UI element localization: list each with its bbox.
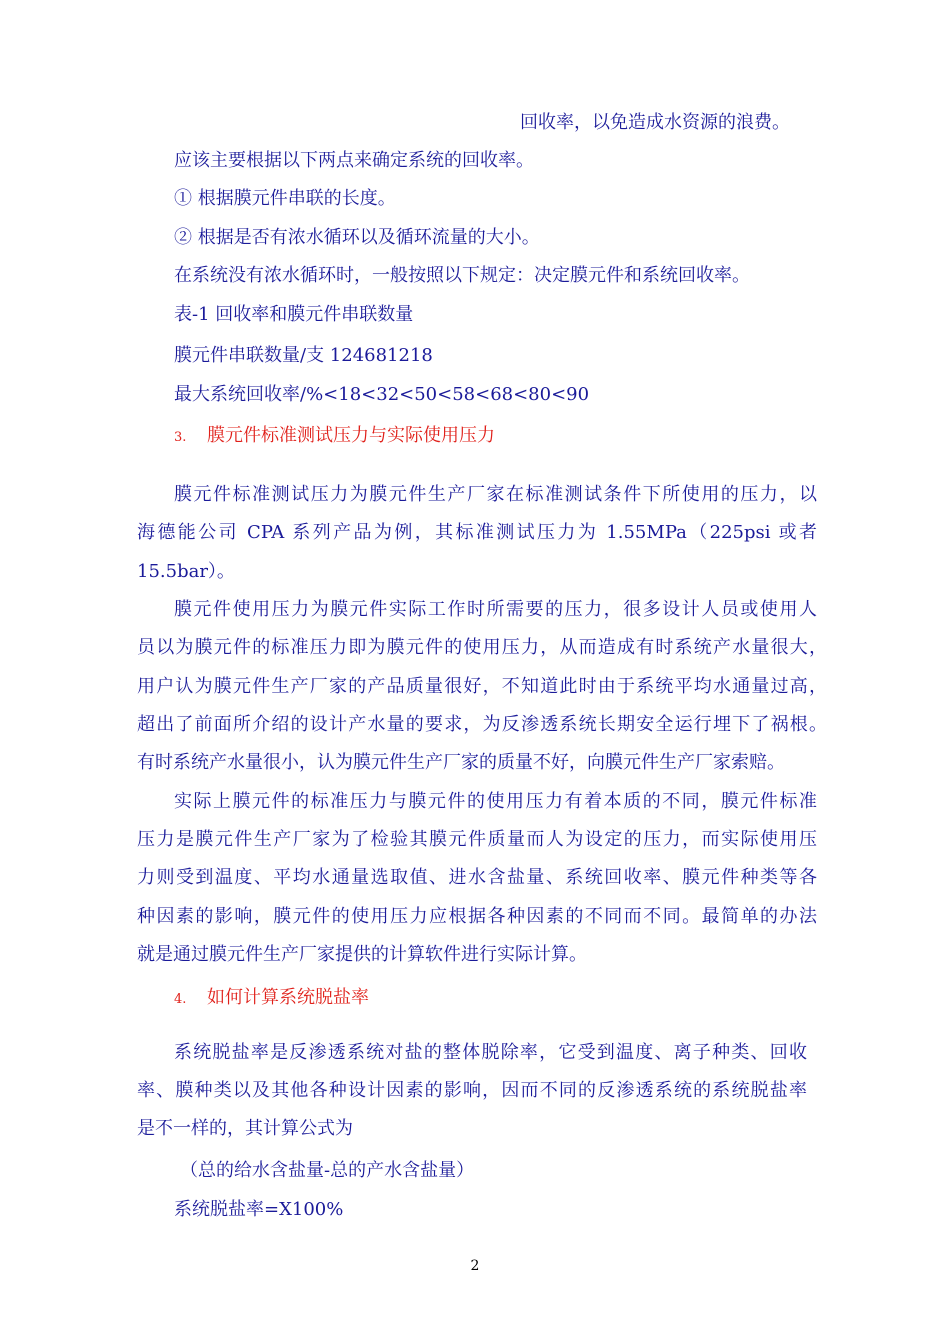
paragraph-line: 实际上膜元件的标准压力与膜元件的使用压力有着本质的不同，膜元件标准	[174, 791, 817, 812]
paragraph-line: 超出了前面所介绍的设计产水量的要求，为反渗透系统长期安全运行埋下了祸根。	[137, 714, 827, 735]
formula: 系统脱盐率=X100%	[174, 1199, 344, 1220]
paragraph-line: 是不一样的，其计算公式为	[137, 1118, 353, 1139]
paragraph-line: 海德能公司 CPA 系列产品为例，其标准测试压力为 1.55MPa（225psi 或者	[137, 522, 817, 543]
page-number: 2	[470, 1258, 480, 1274]
section-title: 如何计算系统脱盐率	[207, 987, 369, 1008]
formula-numerator: （总的给水含盐量-总的产水含盐量）	[180, 1160, 475, 1181]
section-number: 4.	[174, 992, 187, 1007]
text-line: 在系统没有浓水循环时，一般按照以下规定：决定膜元件和系统回收率。	[174, 265, 750, 286]
table-caption: 表-1 回收率和膜元件串联数量	[174, 304, 414, 325]
table-row: 最大系统回收率/%<18<32<50<58<68<80<90	[174, 384, 590, 405]
paragraph-line: 膜元件标准测试压力为膜元件生产厂家在标准测试条件下所使用的压力，以	[174, 484, 817, 505]
list-item: ① 根据膜元件串联的长度。	[174, 188, 396, 209]
paragraph-line: 有时系统产水量很小，认为膜元件生产厂家的质量不好，向膜元件生产厂家索赔。	[137, 752, 785, 773]
section-heading	[174, 986, 369, 1012]
section-heading	[174, 424, 495, 450]
text-line: 应该主要根据以下两点来确定系统的回收率。	[174, 150, 534, 171]
paragraph-line: 就是通过膜元件生产厂家提供的计算软件进行实际计算。	[137, 944, 587, 965]
paragraph-line: 力则受到温度、平均水通量选取值、进水含盐量、系统回收率、膜元件种类等各	[137, 867, 817, 888]
paragraph-line: 员以为膜元件的标准压力即为膜元件的使用压力，从而造成有时系统产水量很大，	[137, 637, 827, 658]
paragraph-line: 15.5bar）。	[137, 561, 235, 582]
list-item: ② 根据是否有浓水循环以及循环流量的大小。	[174, 227, 540, 248]
paragraph-line: 种因素的影响，膜元件的使用压力应根据各种因素的不同而不同。最简单的办法	[137, 906, 817, 927]
section-title: 膜元件标准测试压力与实际使用压力	[207, 425, 495, 446]
paragraph-line: 膜元件使用压力为膜元件实际工作时所需要的压力，很多设计人员或使用人	[174, 599, 817, 620]
table-row: 膜元件串联数量/支 124681218	[174, 345, 433, 366]
paragraph-line: 率、膜种类以及其他各种设计因素的影响，因而不同的反渗透系统的系统脱盐率	[137, 1080, 807, 1101]
section-number: 3.	[174, 430, 187, 445]
paragraph-line: 用户认为膜元件生产厂家的产品质量很好，不知道此时由于系统平均水通量过高，	[137, 676, 827, 697]
paragraph-line: 系统脱盐率是反渗透系统对盐的整体脱除率，它受到温度、离子种类、回收	[174, 1042, 807, 1063]
text-line: 回收率，以免造成水资源的浪费。	[520, 112, 790, 133]
paragraph-line: 压力是膜元件生产厂家为了检验其膜元件质量而人为设定的压力，而实际使用压	[137, 829, 817, 850]
